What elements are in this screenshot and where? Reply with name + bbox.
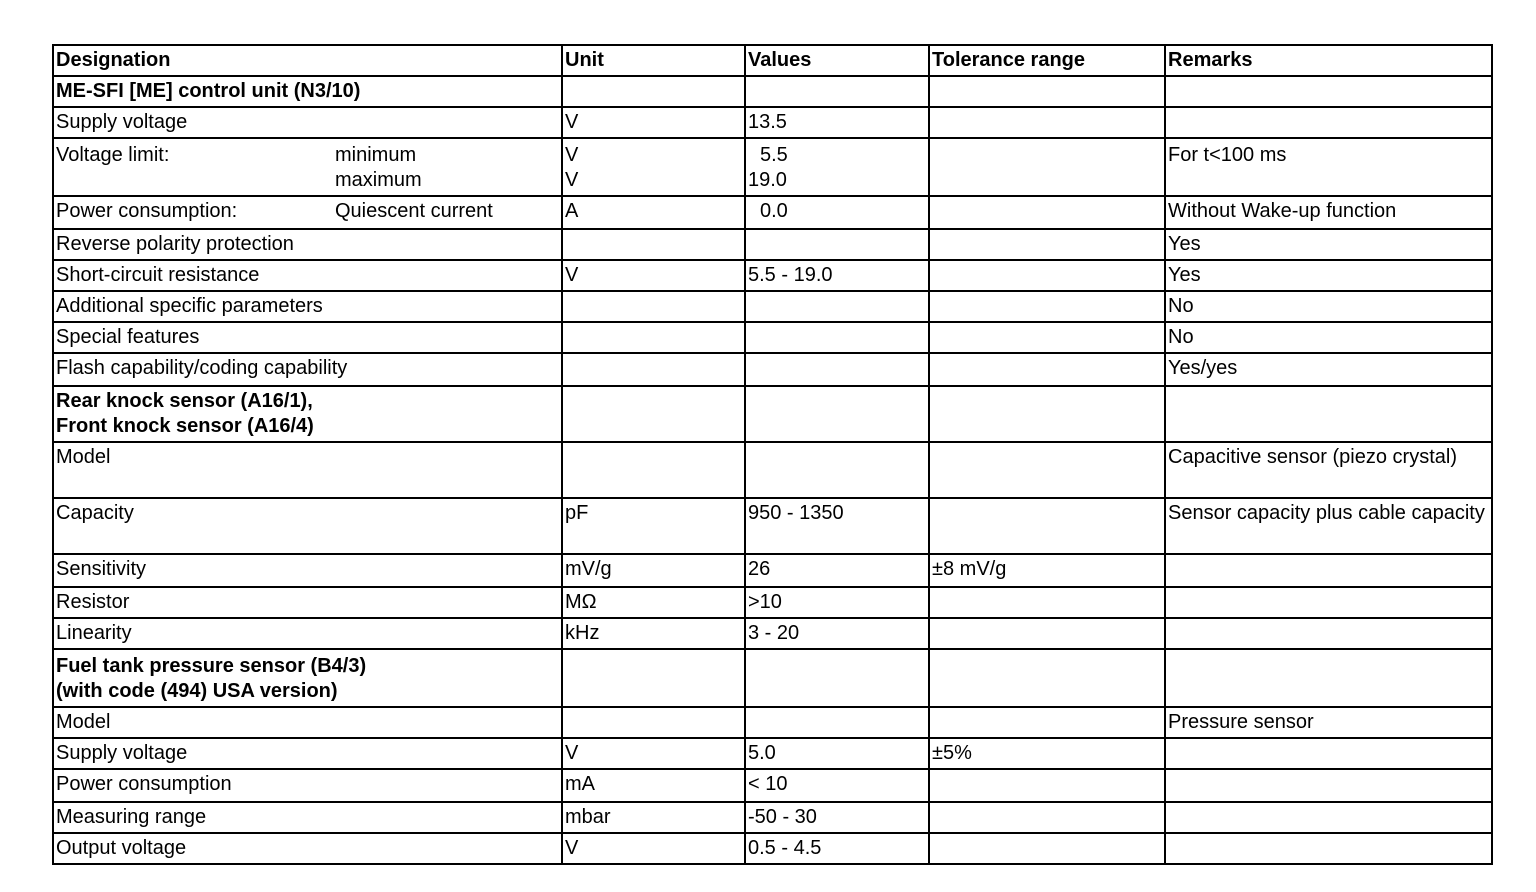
section-title-line1: Fuel tank pressure sensor (B4/3) — [56, 655, 367, 677]
unit-cell — [562, 386, 745, 442]
unit-cell — [562, 353, 745, 386]
table-row — [53, 138, 1492, 196]
table-row — [53, 107, 1492, 138]
value-cell: 0.5 - 4.5 — [745, 833, 929, 864]
designation-cell: Resistor — [53, 587, 562, 618]
designation-cell: Measuring range — [53, 802, 562, 833]
table-row — [53, 260, 1492, 291]
remarks-cell — [1165, 76, 1492, 107]
sub-label-maximum: maximum — [335, 169, 422, 191]
designation-cell: Model — [53, 442, 562, 498]
unit-cell: V — [562, 833, 745, 864]
header-designation: Designation — [53, 45, 562, 76]
value-cell: >10 — [745, 587, 929, 618]
spec-table — [52, 44, 1493, 865]
unit-cell — [562, 442, 745, 498]
remarks-cell: Pressure sensor — [1165, 707, 1492, 738]
value-cell: -50 - 30 — [745, 802, 929, 833]
unit-cell — [562, 291, 745, 322]
unit-cell: mV/g — [562, 554, 745, 587]
designation-cell: Additional specific parameters — [53, 291, 562, 322]
designation-cell: Short-circuit resistance — [53, 260, 562, 291]
table-row — [53, 196, 1492, 229]
tolerance-cell — [929, 442, 1165, 498]
section-title — [53, 386, 562, 442]
table-row — [53, 353, 1492, 386]
designation-cell: Reverse polarity protection — [53, 229, 562, 260]
unit-cell: MΩ — [562, 587, 745, 618]
table-row — [53, 738, 1492, 769]
tolerance-cell — [929, 707, 1165, 738]
designation-cell: Special features — [53, 322, 562, 353]
unit-cell — [562, 649, 745, 707]
value-cell — [745, 707, 929, 738]
tolerance-cell — [929, 618, 1165, 649]
table-row — [53, 498, 1492, 554]
designation-cell — [53, 138, 562, 196]
value-cell — [745, 386, 929, 442]
table-row — [53, 442, 1492, 498]
tolerance-cell — [929, 353, 1165, 386]
designation-label: Power consumption: — [56, 200, 238, 222]
table-row — [53, 769, 1492, 802]
designation-label: Voltage limit: — [56, 144, 170, 166]
section-title-line2: Front knock sensor (A16/4) — [56, 415, 314, 437]
sub-label-quiescent: Quiescent current — [335, 200, 493, 222]
tolerance-cell — [929, 386, 1165, 442]
tolerance-cell: ±8 mV/g — [929, 554, 1165, 587]
table-row — [53, 833, 1492, 864]
unit-cell: pF — [562, 498, 745, 554]
value-text: 0.0 — [760, 200, 788, 222]
remarks-cell — [1165, 802, 1492, 833]
table-row — [53, 618, 1492, 649]
tolerance-cell — [929, 229, 1165, 260]
header-tolerance: Tolerance range — [929, 45, 1165, 76]
unit-cell: kHz — [562, 618, 745, 649]
remarks-cell: Without Wake-up function — [1165, 196, 1492, 229]
remarks-cell — [1165, 618, 1492, 649]
unit-cell — [562, 138, 745, 196]
unit-cell: V — [562, 738, 745, 769]
value-cell — [745, 229, 929, 260]
unit-cell: mbar — [562, 802, 745, 833]
header-remarks: Remarks — [1165, 45, 1492, 76]
table-row — [53, 291, 1492, 322]
tolerance-cell — [929, 833, 1165, 864]
header-row — [53, 45, 1492, 76]
remarks-cell: Sensor capacity plus cable capacity — [1165, 498, 1492, 554]
designation-cell: Supply voltage — [53, 107, 562, 138]
tolerance-cell — [929, 196, 1165, 229]
section-title-line1: Rear knock sensor (A16/1), — [56, 390, 313, 412]
value-maximum: 19.0 — [748, 169, 787, 191]
value-cell: 13.5 — [745, 107, 929, 138]
unit-maximum: V — [565, 169, 579, 191]
designation-cell: Linearity — [53, 618, 562, 649]
remarks-cell: No — [1165, 322, 1492, 353]
value-cell: 5.5 - 19.0 — [745, 260, 929, 291]
designation-cell: Sensitivity — [53, 554, 562, 587]
unit-cell: A — [562, 196, 745, 229]
tolerance-cell — [929, 138, 1165, 196]
value-cell — [745, 196, 929, 229]
tolerance-cell — [929, 291, 1165, 322]
remarks-cell — [1165, 833, 1492, 864]
remarks-cell — [1165, 587, 1492, 618]
unit-cell: V — [562, 260, 745, 291]
tolerance-cell — [929, 322, 1165, 353]
unit-cell: V — [562, 107, 745, 138]
remarks-cell: For t<100 ms — [1165, 138, 1492, 196]
remarks-cell — [1165, 386, 1492, 442]
tolerance-cell — [929, 260, 1165, 291]
table-row — [53, 802, 1492, 833]
header-unit: Unit — [562, 45, 745, 76]
designation-cell: Model — [53, 707, 562, 738]
value-cell — [745, 322, 929, 353]
section-title — [53, 649, 562, 707]
table-row — [53, 229, 1492, 260]
tolerance-cell — [929, 498, 1165, 554]
tolerance-cell — [929, 107, 1165, 138]
section-row — [53, 386, 1492, 442]
tolerance-cell — [929, 802, 1165, 833]
remarks-cell: Yes — [1165, 229, 1492, 260]
unit-minimum: V — [565, 144, 579, 166]
unit-cell — [562, 322, 745, 353]
value-cell — [745, 353, 929, 386]
header-values: Values — [745, 45, 929, 76]
designation-cell — [53, 196, 562, 229]
section-title: ME-SFI [ME] control unit (N3/10) — [53, 76, 562, 107]
remarks-cell — [1165, 107, 1492, 138]
designation-cell: Flash capability/coding capability — [53, 353, 562, 386]
value-cell — [745, 649, 929, 707]
tolerance-cell — [929, 587, 1165, 618]
remarks-cell — [1165, 649, 1492, 707]
tolerance-cell: ±5% — [929, 738, 1165, 769]
value-cell: < 10 — [745, 769, 929, 802]
designation-cell: Power consumption — [53, 769, 562, 802]
designation-cell: Supply voltage — [53, 738, 562, 769]
section-row — [53, 649, 1492, 707]
remarks-cell — [1165, 554, 1492, 587]
section-title-line2: (with code (494) USA version) — [56, 680, 338, 702]
unit-cell — [562, 229, 745, 260]
section-row — [53, 76, 1492, 107]
value-cell: 950 - 1350 — [745, 498, 929, 554]
tolerance-cell — [929, 76, 1165, 107]
sub-label-minimum: minimum — [335, 144, 417, 166]
value-cell — [745, 138, 929, 196]
value-minimum: 5.5 — [760, 144, 788, 166]
remarks-cell — [1165, 738, 1492, 769]
value-cell: 26 — [745, 554, 929, 587]
remarks-cell — [1165, 769, 1492, 802]
value-cell — [745, 291, 929, 322]
designation-cell: Output voltage — [53, 833, 562, 864]
tolerance-cell — [929, 769, 1165, 802]
value-cell — [745, 76, 929, 107]
remarks-cell: No — [1165, 291, 1492, 322]
table-row — [53, 554, 1492, 587]
remarks-cell: Yes — [1165, 260, 1492, 291]
unit-cell — [562, 707, 745, 738]
remarks-cell: Capacitive sensor (piezo crystal) — [1165, 442, 1492, 498]
value-cell: 3 - 20 — [745, 618, 929, 649]
value-cell — [745, 442, 929, 498]
table-row — [53, 587, 1492, 618]
unit-cell: mA — [562, 769, 745, 802]
tolerance-cell — [929, 649, 1165, 707]
remarks-cell: Yes/yes — [1165, 353, 1492, 386]
value-cell: 5.0 — [745, 738, 929, 769]
table-row — [53, 322, 1492, 353]
table-row — [53, 707, 1492, 738]
designation-cell: Capacity — [53, 498, 562, 554]
unit-cell — [562, 76, 745, 107]
